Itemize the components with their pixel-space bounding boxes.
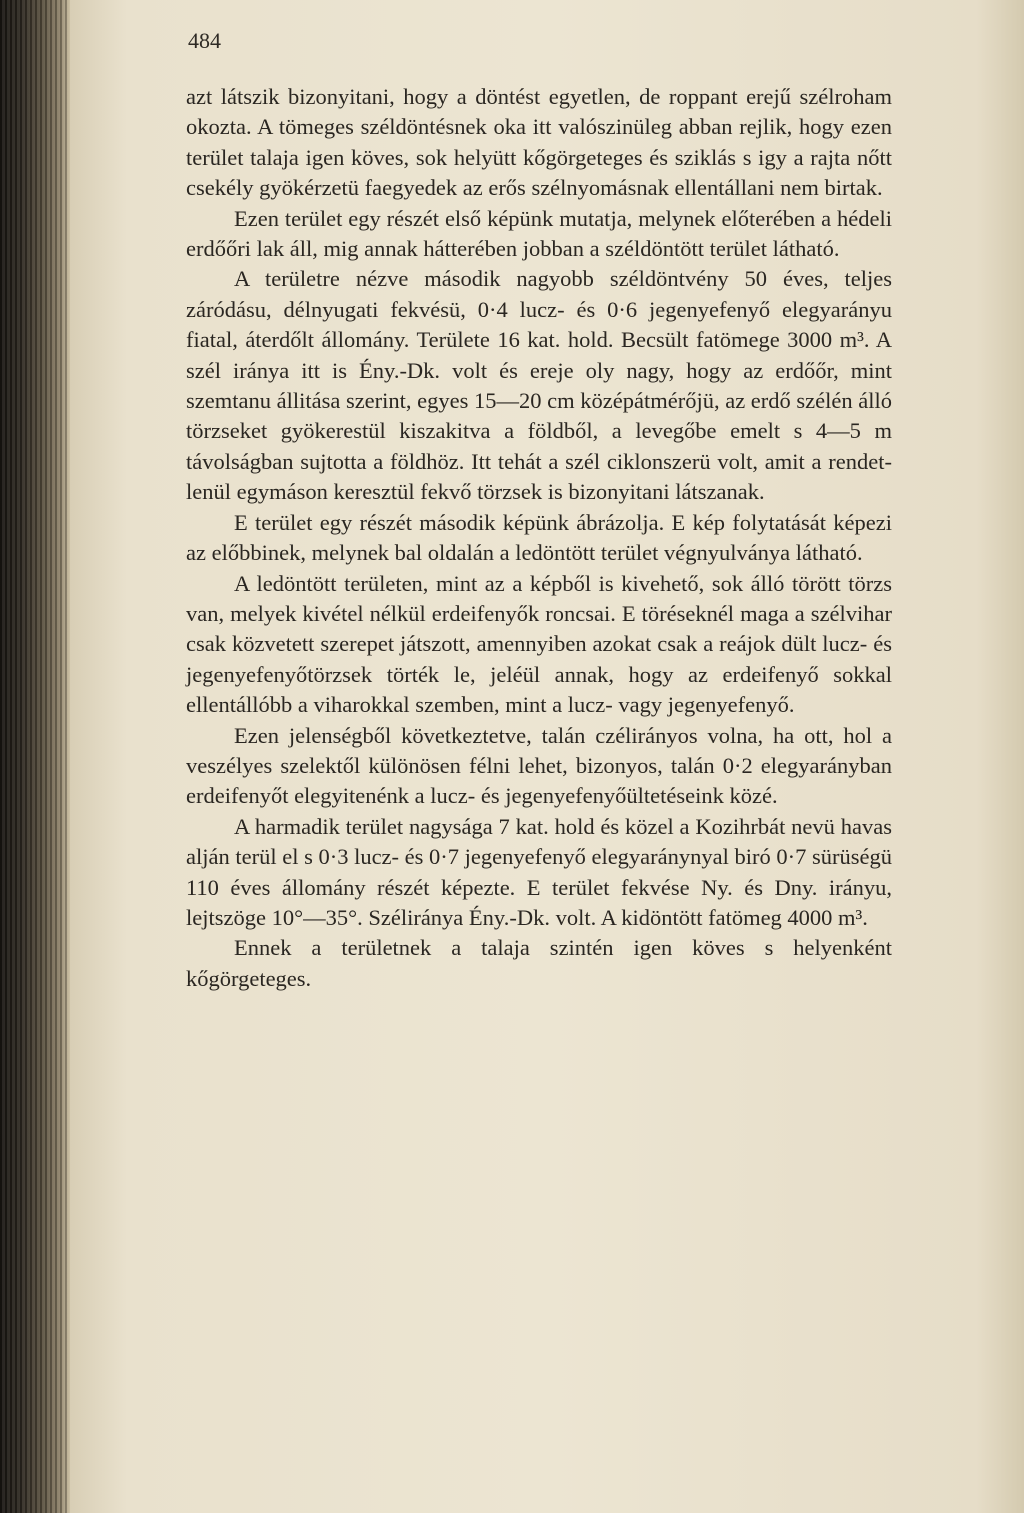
paragraph-3: A területre nézve második nagyobb széldöntvény 50 éves, teljes záródásu, délnyugati fekvésü, 0·4 lucz- és 0·6 jegenyefenyő elegyarányu fiatal, áterdőlt állomány. Területe 16 kat. hold. Becsült fatömege 3000 m³. A szél iránya itt is Ény.-Dk. volt és ereje oly nagy, hogy az erdőőr, mint szemtanu állitása szerint, egyes 15—20 cm középátmérőjü, az erdő szélén álló törzseket gyökerestül kiszakitva a földből, a levegőbe emelt s 4—5 m távolságban sujtotta a földhöz. Itt tehát a szél ciklonszerü volt, amit a rendetlenül egymáson keresztül fekvő törzsek is bizonyitani látszanak. [186, 266, 892, 505]
body-text [186, 82, 892, 994]
paragraph-1: azt látszik bizonyitani, hogy a döntést egyetlen, de roppant erejű szélroham okozta. A tömeges széldöntésnek oka itt valószinüleg abban rejlik, hogy ezen terület talaja igen köves, sok helyütt kőgörgeteges és sziklás s igy a rajta nőtt csekély gyökérzetü faegyedek az erős szélnyomásnak ellentállani nem birtak. [186, 84, 892, 201]
page-number: 484 [188, 28, 221, 53]
paragraph-4: E terület egy részét második képünk ábrázolja. E kép folytatását képezi az előbbinek, melynek bal oldalán a ledöntött terület végnyulványa látható. [186, 509, 892, 566]
paragraph-5: A ledöntött területen, mint az a képből is kivehető, sok álló törött törzs van, melyek kivétel nélkül erdeifenyők roncsai. E töréseknél maga a szélvihar csak közvetett szerepet játszott, amennyiben azokat csak a reájok dült lucz- és jegenyefenyőtörzsek törték le, jeléül annak, hogy az erdeifenyő sokkal ellentállóbb a viharokkal szemben, mint a lucz- vagy jegenyefenyő. [186, 570, 892, 718]
paragraph-6: Ezen jelenségből következtetve, talán czélirányos volna, ha ott, hol a veszélyes szelektől különösen félni lehet, bizonyos, talán 0·2 elegyarányban erdeifenyőt elegyitenénk a lucz- és jegenyefenyőültetéseink közé. [186, 722, 892, 809]
paragraph-8: Ennek a területnek a talaja szintén igen köves s helyenként kőgörgeteges. [186, 935, 892, 991]
paragraph-2: Ezen terület egy részét első képünk mutatja, melynek előterében a hédeli erdőőri lak áll, mig annak hátterében jobban a széldöntött terület látható. [186, 205, 892, 262]
paragraph-7: A harmadik terület nagysága 7 kat. hold és közel a Kozihrbát nevü havas alján terül el s 0·3 lucz- és 0·7 jegenyefenyő elegyaránynyal biró 0·7 sürüségü 110 éves állomány részét képezte. E terület fekvése Ny. és Dny. irányu, lejtszöge 10°—35°. Széliránya Ény.-Dk. volt. A kidöntött fatömeg 4000 m³. [186, 813, 892, 930]
book-spine [0, 0, 70, 1513]
